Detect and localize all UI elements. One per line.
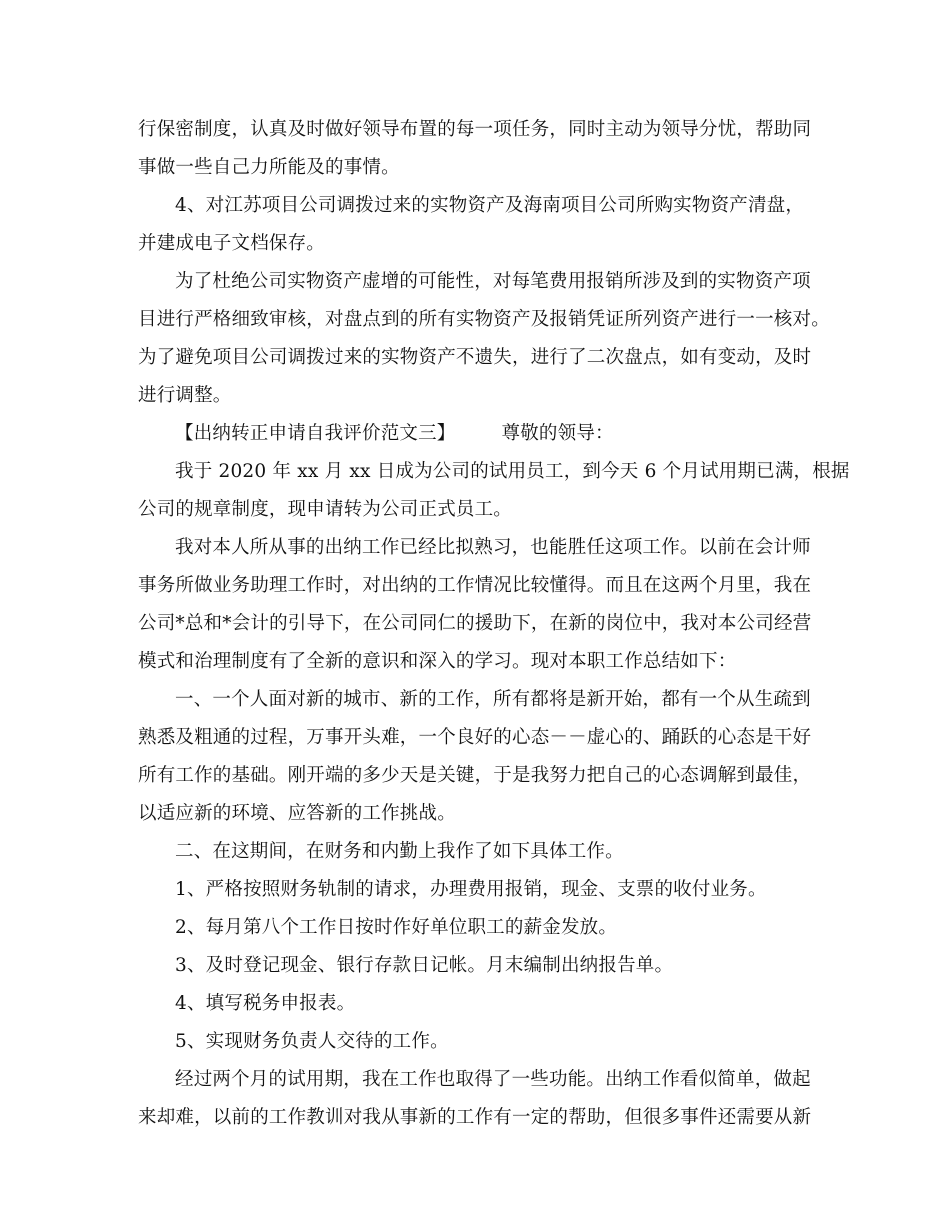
paragraph-line: 熟悉及粗通的过程，万事开头难，一个良好的心态－－虚心的、踊跃的心态是干好 [138,727,812,748]
section-heading: 【出纳转正申请自我评价范文三】 [175,423,456,444]
paragraph-line: 目进行严格细致审核，对盘点到的所有实物资产及报销凭证所列资产进行一一核对。 [138,309,830,330]
paragraph-line: 并建成电子文档保存。 [138,233,326,254]
list-item: 4、填写税务申报表。 [175,993,356,1014]
list-item: 3、及时登记现金、银行存款日记帐。月末编制出纳报告单。 [175,955,674,976]
paragraph-line: 4、对江苏项目公司调拨过来的实物资产及海南项目公司所购实物资产清盘， [175,195,805,216]
paragraph-line: 公司的规章制度，现申请转为公司正式员工。 [138,499,513,520]
paragraph-line: 事做一些自己力所能及的事情。 [138,157,400,178]
list-item: 2、每月第八个工作日按时作好单位职工的薪金发放。 [175,917,618,938]
list-item: 5、实现财务负责人交待的工作。 [175,1031,449,1052]
paragraph-line: 经过两个月的试用期，我在工作也取得了一些功能。出纳工作看似简单，做起 [175,1069,811,1090]
paragraph-line: 事务所做业务助理工作时，对出纳的工作情况比较懂得。而且在这两个月里，我在 [138,575,812,596]
paragraph-line: 一、一个人面对新的城市、新的工作，所有都将是新开始，都有一个从生疏到 [175,689,811,710]
paragraph-line: 我于 2020 年 xx 月 xx 日成为公司的试用员工，到今天 6 个月试用期已满，根据 [175,461,850,482]
salutation: 尊敬的领导： [501,423,614,444]
paragraph-line: 进行调整。 [138,385,232,406]
paragraph-line: 来却难，以前的工作教训对我从事新的工作有一定的帮助，但很多事件还需要从新 [138,1107,812,1128]
paragraph-line: 为了杜绝公司实物资产虚增的可能性，对每笔费用报销所涉及到的实物资产项 [175,271,811,292]
paragraph-line: 为了避免项目公司调拨过来的实物资产不遗失，进行了二次盘点，如有变动，及时 [138,347,812,368]
paragraph-line: 行保密制度，认真及时做好领导布置的每一项任务，同时主动为领导分忧，帮助同 [138,119,812,140]
paragraph-line: 二、在这期间，在财务和内勤上我作了如下具体工作。 [175,841,624,862]
paragraph-line: 以适应新的环境、应答新的工作挑战。 [138,803,456,824]
paragraph-line: 模式和治理制度有了全新的意识和深入的学习。现对本职工作总结如下： [138,651,737,672]
paragraph-line: 我对本人所从事的出纳工作已经比拟熟习，也能胜任这项工作。以前在会计师 [175,537,811,558]
paragraph-line: 所有工作的基础。刚开端的多少天是关键，于是我努力把自己的心态调解到最佳， [138,765,812,786]
list-item: 1、严格按照财务轨制的请求，办理费用报销，现金、支票的收付业务。 [175,879,767,900]
section-heading-line [175,422,614,446]
paragraph-line: 公司*总和*会计的引导下，在公司同仁的援助下，在新的岗位中，我对本公司经营 [138,613,812,634]
